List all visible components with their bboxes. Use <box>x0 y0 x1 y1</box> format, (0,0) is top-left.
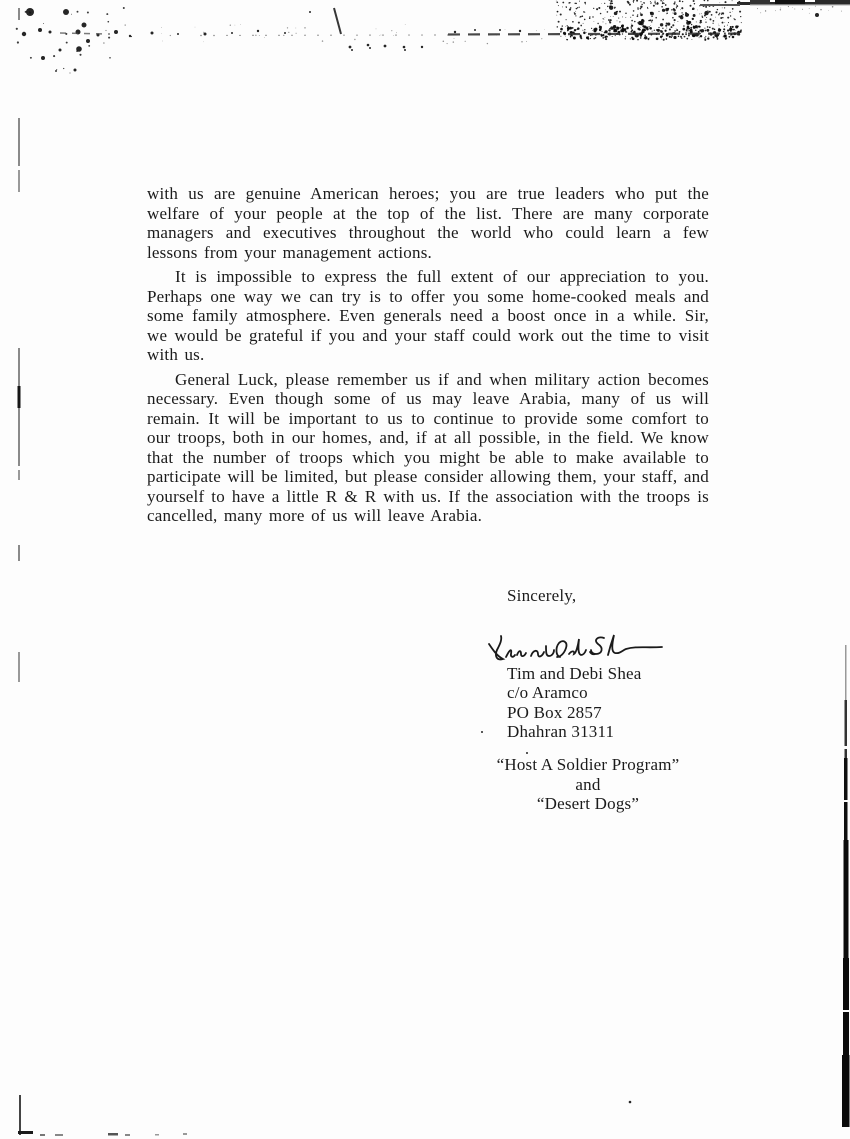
letter-body <box>147 184 709 531</box>
signatory-care-of: c/o Aramco <box>507 683 588 703</box>
letter-paragraph-1: with us are genuine American heroes; you are true leaders who put the welfare of your people at the top of the list. There are many corporate managers and executives throughout the world who could learn a few lessons from your management actions. <box>147 184 709 262</box>
signature-block <box>507 664 642 741</box>
signatory-city: Dhahran 31311 <box>507 721 615 741</box>
program-name-host-a-soldier: “Host A Soldier Program” <box>496 755 680 774</box>
program-name-desert-dogs: “Desert Dogs” <box>536 794 640 813</box>
closing-salutation: Sincerely, <box>507 586 577 605</box>
letter-paragraph-3: General Luck, please remember us if and when military action becomes necessary. Even though some of us may leave Arabia, many of us will remain. It will be important to us to continue to provide some comfort to our troops, both in our homes, and, if at all possible, in the field. We know that the number of troops which you might be able to make available to participate will be limited, but please consider allowing them, your staff, and yourself to have a little R & R with us. If the association with the troops is cancelled, many more of us will leave Arabia. <box>147 369 709 525</box>
signatory-po-box: PO Box 2857 <box>507 702 602 722</box>
program-block <box>452 755 724 814</box>
program-conjunction: and <box>575 774 601 794</box>
letter-paragraph-2: It is impossible to express the full extent of our appreciation to you. Perhaps one way we can try is to offer you some home-cooked meals and some family atmosphere. Even generals need a boost once in a while. Sir, we would be grateful if you and your staff could work out the time to visit with us. <box>147 267 709 364</box>
signatory-name: Tim and Debi Shea <box>507 664 642 683</box>
